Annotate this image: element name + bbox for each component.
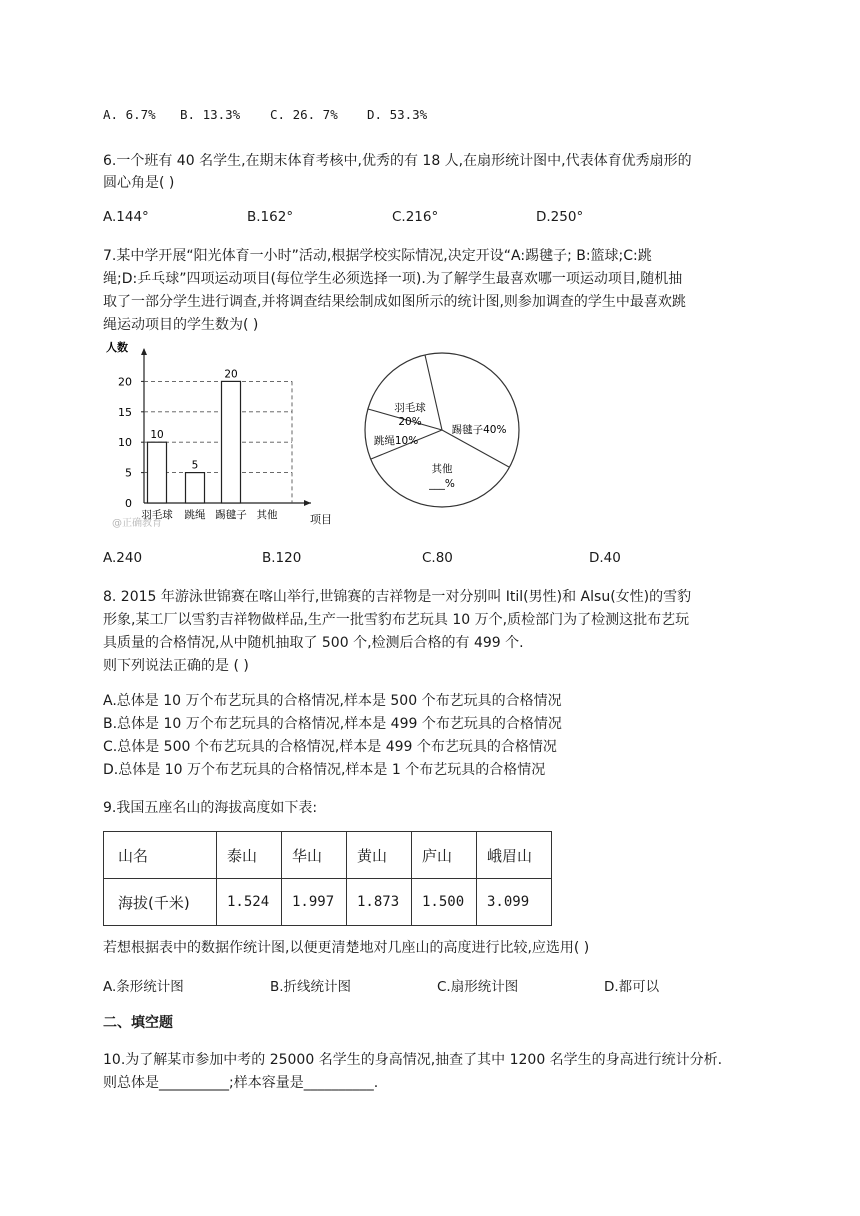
y-tick-label: 20 [118,375,132,389]
chart-watermark: @正确教育 [112,518,162,529]
x-axis-label: 项目 [310,513,332,526]
bar [148,442,167,503]
section-heading: 二、填空题 [103,1015,173,1031]
q6-line-2: 圆心角是( ) [103,175,175,191]
bar-data-label: 5 [191,459,199,472]
q9-line-1: 9.我国五座名山的海拔高度如下表: [103,800,318,816]
q7-line-1: 7.某中学开展“阳光体育一小时”活动,根据学校实际情况,决定开设“A:踢毽子; B:篮球;C:跳 [103,248,652,264]
q8-option-b: B.总体是 10 万个布艺玩具的合格情况,样本是 499 个布艺玩具的合格情况 [103,716,562,732]
q6-option-c: C.216° [392,209,439,225]
q8-line-4: 则下列说法正确的是 ( ) [103,658,249,674]
table-header-cell: 黄山 [347,832,412,879]
mountain-table [103,831,552,926]
q9-option-a: A.条形统计图 [103,979,184,995]
x-tick-label: 羽毛球 [141,509,173,521]
y-tick-label: 15 [118,405,132,419]
q6-line-1: 6.一个班有 40 名学生,在期末体育考核中,优秀的有 18 人,在扇形统计图中,代表体育优秀扇形的 [103,153,692,169]
q5-option-d: D. 53.3% [367,107,428,122]
table-header-cell: 山名 [104,832,217,879]
table-cell: 1.997 [282,879,347,926]
pie-slice-label-badminton: 羽毛球 [394,402,426,414]
q6-option-b: B.162° [247,209,294,225]
q9-option-d: D.都可以 [604,979,660,995]
bar-data-label: 20 [224,368,238,381]
y-tick-label: 10 [118,436,132,450]
x-axis-arrow [304,500,311,506]
q9-line-2: 若想根据表中的数据作统计图,以便更清楚地对几座山的高度进行比较,应选用( ) [103,940,590,956]
pie-slice-value-badminton: 20% [398,416,422,428]
bar [186,473,205,503]
x-tick-label: 跳绳 [184,509,206,521]
table-cell: 1.500 [412,879,477,926]
table-row [104,879,552,926]
table-header-cell: 峨眉山 [477,832,552,879]
table-header-cell: 泰山 [217,832,282,879]
table-cell: 1.873 [347,879,412,926]
x-tick-label: 其他 [256,509,278,521]
q9-option-b: B.折线统计图 [270,979,352,995]
pie-slice-label-shuttlecock: 踢毽子40% [451,424,507,436]
table-cell: 3.099 [477,879,552,926]
q7-option-b: B.120 [262,550,302,566]
pie-chart [362,350,562,530]
q6-option-d: D.250° [536,209,584,225]
pie-divider-1 [425,355,442,430]
table-cell: 海拔(千米) [104,879,217,926]
q7-line-2: 绳;D:乒乓球”四项运动项目(每位学生必须选择一项).为了解学生最喜欢哪一项运动项目,随机抽 [103,271,683,287]
table-cell: 1.524 [217,879,282,926]
bar-chart [100,336,340,531]
q7-option-c: C.80 [422,550,453,566]
q7-line-4: 绳运动项目的学生数为( ) [103,317,259,333]
bar-data-label: 10 [150,429,164,442]
q5-option-b: B. 13.3% [180,107,241,122]
y-tick-label: 0 [125,497,132,510]
table-header-cell: 庐山 [412,832,477,879]
q8-option-d: D.总体是 10 万个布艺玩具的合格情况,样本是 1 个布艺玩具的合格情况 [103,762,546,778]
q8-option-a: A.总体是 10 万个布艺玩具的合格情况,样本是 500 个布艺玩具的合格情况 [103,693,562,709]
q7-line-3: 取了一部分学生进行调查,并将调查结果绘制成如图所示的统计图,则参加调查的学生中最喜欢跳 [103,294,686,310]
bar [222,381,241,503]
q10-line-2: 则总体是__________;样本容量是__________. [103,1075,379,1091]
table-row [104,832,552,879]
y-tick-label: 5 [125,466,132,480]
q7-option-a: A.240 [103,550,143,566]
y-axis-label: 人数 [106,341,128,354]
q6-option-a: A.144° [103,209,149,225]
pie-slice-label-other: 其他 [431,463,453,475]
q8-line-1: 8. 2015 年游泳世锦赛在喀山举行,世锦赛的吉祥物是一对分别叫 Itil(男性)和 Alsu(女性)的雪豹 [103,589,692,605]
q8-line-3: 具质量的合格情况,从中随机抽取了 500 个,检测后合格的有 499 个. [103,635,524,651]
table-header-cell: 华山 [282,832,347,879]
x-tick-label: 踢毽子 [215,509,247,521]
y-axis-arrow [141,348,147,355]
pie-slice-value-other: ___% [429,478,455,490]
q8-option-c: C.总体是 500 个布艺玩具的合格情况,样本是 499 个布艺玩具的合格情况 [103,739,557,755]
q9-option-c: C.扇形统计图 [437,979,519,995]
q8-line-2: 形象,某工厂以雪豹吉祥物做样品,生产一批雪豹布艺玩具 10 万个,质检部门为了检测这批布艺玩 [103,612,690,628]
q5-option-a: A. 6.7% [103,107,156,122]
q5-option-c: C. 26. 7% [270,107,338,122]
q10-line-1: 10.为了解某市参加中考的 25000 名学生的身高情况,抽查了其中 1200 名学生的身高进行统计分析. [103,1052,723,1068]
pie-slice-label-jumprope: 跳绳10% [373,435,419,447]
q7-option-d: D.40 [589,550,621,566]
